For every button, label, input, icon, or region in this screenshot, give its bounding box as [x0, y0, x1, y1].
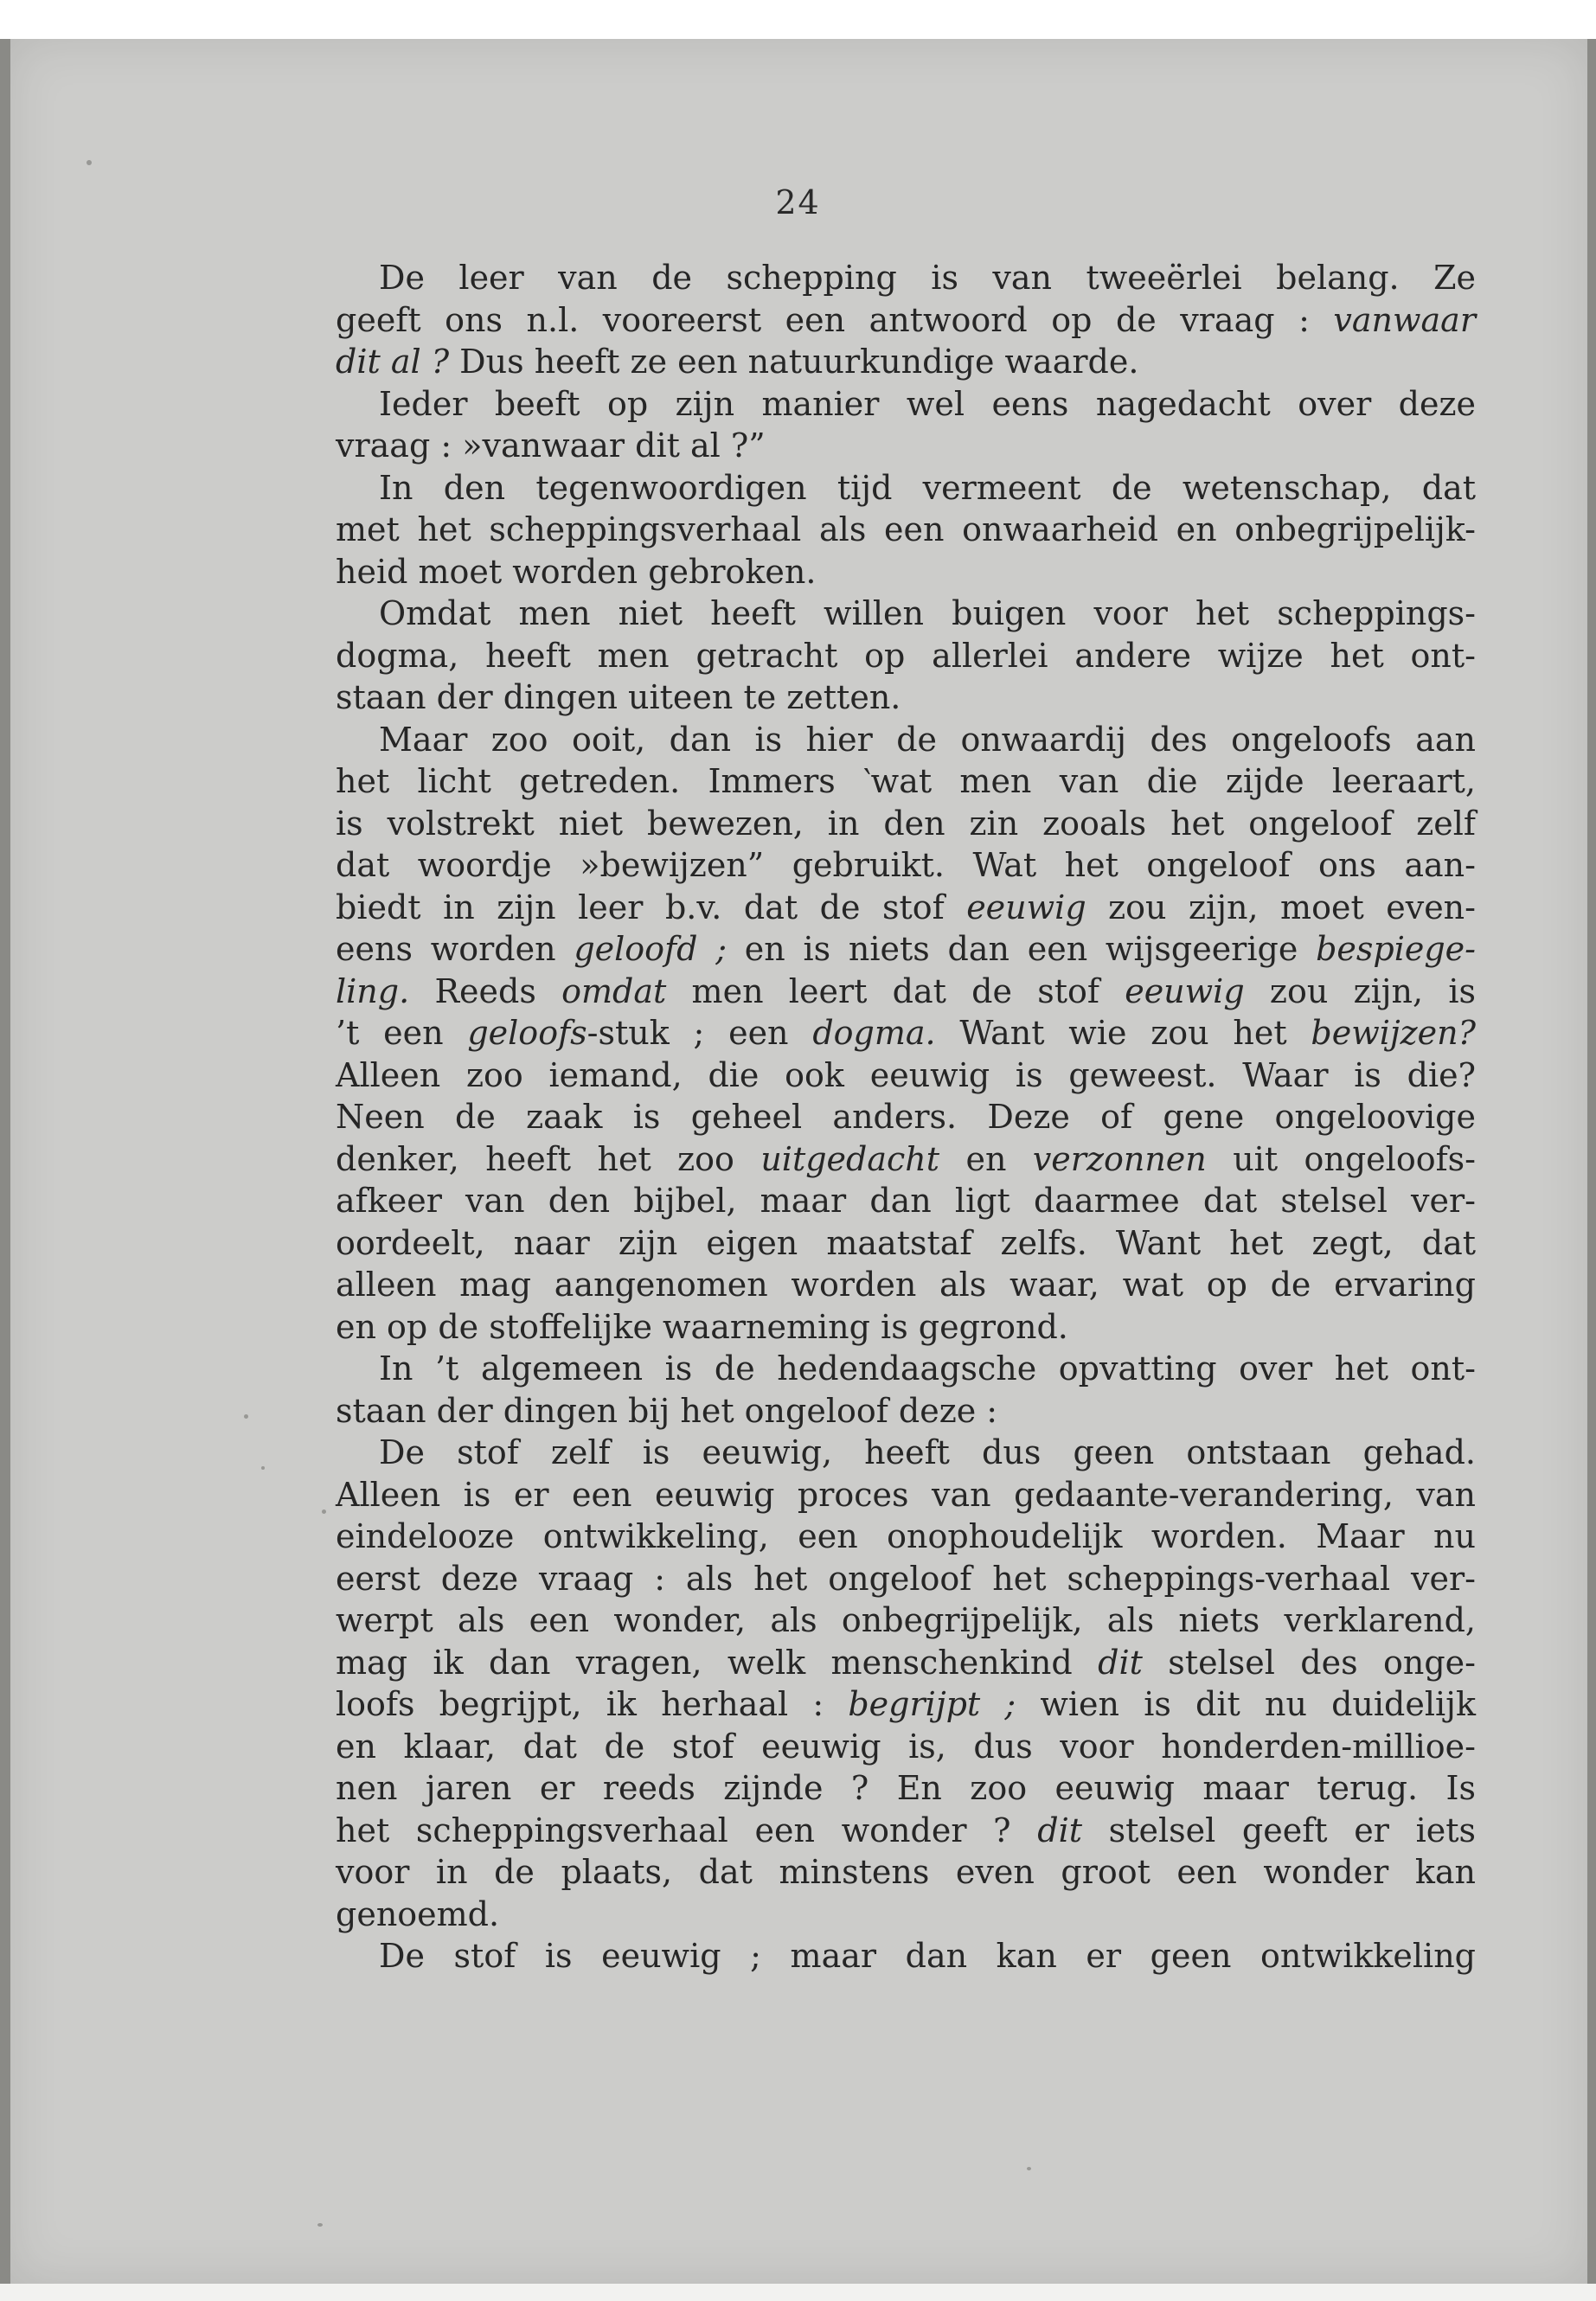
- italic-text: bespiege-: [1316, 930, 1477, 968]
- paper-speck: [322, 1509, 326, 1514]
- text-segment: vraag : »vanwaar dit al ?”: [336, 426, 766, 465]
- text-line: [336, 1810, 1476, 1852]
- text-segment: dat woordje »bewijzen” gebruikt. Wat het ongeloof ons aan-: [336, 846, 1476, 884]
- text-line: [336, 551, 1476, 593]
- text-segment: met het scheppingsverhaal als een onwaarheid en onbegrijpelijk-: [336, 510, 1476, 548]
- text-segment: zou zijn, moet even-: [1086, 888, 1476, 926]
- text-segment: het scheppingsverhaal een wonder ?: [336, 1811, 1038, 1849]
- italic-text: eeuwig: [1125, 971, 1245, 1010]
- paper-speck: [1027, 2167, 1031, 2170]
- text-line: [336, 1390, 1476, 1433]
- text-line: [336, 1096, 1476, 1138]
- text-line: [336, 341, 1476, 383]
- text-line: [336, 299, 1476, 342]
- italic-text: dogma.: [812, 1014, 936, 1052]
- text-segment: nen jaren er reeds zijnde ? En zoo eeuwig maar terug. Is: [336, 1769, 1476, 1807]
- text-line: [336, 383, 1476, 426]
- text-segment: is volstrekt niet bewezen, in den zin zooals het ongeloof zelf: [336, 804, 1476, 843]
- text-segment: uit ongeloofs-: [1206, 1139, 1476, 1178]
- italic-text: dit: [1098, 1643, 1143, 1682]
- text-segment: staan der dingen uiteen te zetten.: [336, 678, 901, 716]
- text-segment: heid moet worden gebroken.: [336, 552, 817, 591]
- text-segment: Neen de zaak is geheel anders. Deze of gene ongeloovige: [336, 1098, 1476, 1136]
- italic-text: eeuwig: [966, 888, 1086, 926]
- text-segment: alleen mag aangenomen worden als waar, wat op de ervaring: [336, 1266, 1476, 1304]
- text-line: [336, 760, 1476, 803]
- italic-text: dit: [1037, 1811, 1082, 1849]
- text-line: [336, 676, 1476, 719]
- text-line: [336, 1222, 1476, 1265]
- text-segment: De leer van de schepping is van tweeërlei belang. Ze: [379, 259, 1476, 297]
- text-line: [336, 1474, 1476, 1516]
- text-segment: genoemd.: [336, 1894, 500, 1933]
- text-segment: en: [939, 1139, 1033, 1178]
- italic-text: uitgedacht: [760, 1139, 940, 1178]
- text-segment: oordeelt, naar zijn eigen maatstaf zelfs. Want het zegt, dat: [336, 1223, 1476, 1262]
- text-segment: eerst deze vraag : als het ongeloof het scheppings-verhaal ver-: [336, 1559, 1476, 1598]
- text-segment: -stuk ; een: [586, 1014, 813, 1052]
- text-line: [336, 887, 1476, 929]
- italic-text: ling.: [336, 971, 410, 1010]
- italic-text: verzonnen: [1032, 1139, 1207, 1178]
- italic-text: begrijpt ;: [848, 1685, 1016, 1723]
- text-line: [336, 1138, 1476, 1181]
- paper-speck: [87, 160, 92, 165]
- text-line: [336, 928, 1476, 971]
- text-line: [336, 1012, 1476, 1054]
- text-line: [336, 1894, 1476, 1936]
- page-number: 24: [775, 183, 821, 221]
- scan-border-bottom: [0, 2284, 1596, 2301]
- text-segment: zou zijn, is: [1244, 971, 1476, 1010]
- text-segment: staan der dingen bij het ongeloof deze :: [336, 1391, 998, 1430]
- text-line: [336, 719, 1476, 761]
- italic-text: vanwaar: [1333, 300, 1476, 339]
- text-segment: Ieder beeft op zijn manier wel eens nagedacht over deze: [379, 384, 1476, 423]
- text-line: [336, 1180, 1476, 1222]
- italic-text: bewijzen?: [1311, 1014, 1477, 1052]
- text-segment: In den tegenwoordigen tijd vermeent de wetenschap, dat: [379, 468, 1476, 507]
- text-line: [336, 1599, 1476, 1642]
- text-segment: afkeer van den bijbel, maar dan ligt daarmee dat stelsel ver-: [336, 1182, 1476, 1220]
- text-segment: Want wie zou het: [935, 1014, 1311, 1052]
- scan-border-top: [0, 0, 1596, 39]
- text-segment: loofs begrijpt, ik herhaal :: [336, 1685, 849, 1723]
- text-segment: biedt in zijn leer b.v. dat de stof: [336, 888, 967, 926]
- text-line: [336, 509, 1476, 551]
- text-line: [336, 1935, 1476, 1977]
- italic-text: geloofd ;: [574, 930, 727, 968]
- text-line: [336, 1306, 1476, 1349]
- text-segment: In ’t algemeen is de hedendaagsche opvatting over het ont-: [379, 1349, 1476, 1388]
- text-line: [336, 1767, 1476, 1810]
- text-segment: en op de stoffelijke waarneming is gegrond.: [336, 1307, 1068, 1346]
- text-segment: geeft ons n.l. vooreerst een antwoord op de vraag :: [336, 300, 1334, 339]
- paper-speck: [261, 1466, 265, 1470]
- body-text: [336, 257, 1476, 1977]
- text-line: [336, 635, 1476, 677]
- text-segment: denker, heeft het zoo: [336, 1139, 761, 1178]
- text-line: [336, 1264, 1476, 1306]
- text-line: [336, 1642, 1476, 1684]
- text-segment: mag ik dan vragen, welk menschenkind: [336, 1643, 1099, 1682]
- text-line: [336, 1516, 1476, 1558]
- text-segment: en is niets dan een wijsgeerige: [727, 930, 1317, 968]
- text-line: [336, 593, 1476, 635]
- text-segment: eindelooze ontwikkeling, een onophoudelijk worden. Maar nu: [336, 1517, 1476, 1555]
- text-segment: werpt als een wonder, als onbegrijpelijk, als niets verklarend,: [336, 1601, 1476, 1639]
- text-segment: ’t een: [336, 1014, 468, 1052]
- text-segment: en klaar, dat de stof eeuwig is, dus voor honderden-millioe-: [336, 1727, 1476, 1766]
- text-line: [336, 1558, 1476, 1600]
- text-segment: Alleen zoo iemand, die ook eeuwig is geweest. Waar is die?: [336, 1055, 1476, 1094]
- text-segment: voor in de plaats, dat minstens even groot een wonder kan: [336, 1853, 1476, 1891]
- text-line: [336, 971, 1476, 1013]
- text-segment: De stof zelf is eeuwig, heeft dus geen ontstaan gehad.: [379, 1433, 1476, 1471]
- text-segment: dogma, heeft men getracht op allerlei andere wijze het ont-: [336, 636, 1476, 675]
- text-segment: Dus heeft ze een natuurkundige waarde.: [449, 343, 1139, 381]
- text-segment: Maar zoo ooit, dan is hier de onwaardij des ongeloofs aan: [379, 720, 1476, 759]
- italic-text: omdat: [561, 971, 667, 1010]
- text-segment: stelsel des onge-: [1142, 1643, 1476, 1682]
- italic-text: geloofs: [467, 1014, 587, 1052]
- text-line: [336, 844, 1476, 887]
- text-segment: Omdat men niet heeft willen buigen voor het scheppings-: [379, 594, 1476, 632]
- text-line: [336, 1348, 1476, 1390]
- paper-speck: [244, 1414, 248, 1419]
- text-line: [336, 425, 1476, 467]
- text-segment: wien is dit nu duidelijk: [1016, 1685, 1476, 1723]
- text-line: [336, 1683, 1476, 1726]
- text-segment: stelsel geeft er iets: [1082, 1811, 1476, 1849]
- paper-speck: [317, 2223, 323, 2227]
- text-line: [336, 467, 1476, 510]
- text-line: [336, 1432, 1476, 1474]
- italic-text: dit al ?: [336, 343, 450, 381]
- text-segment: men leert dat de stof: [666, 971, 1125, 1010]
- text-line: [336, 1851, 1476, 1894]
- text-line: [336, 257, 1476, 299]
- text-segment: het licht getreden. Immers ‵wat men van die zijde leeraart,: [336, 762, 1476, 800]
- text-line: [336, 1054, 1476, 1097]
- text-segment: eens worden: [336, 930, 574, 968]
- text-segment: Alleen is er een eeuwig proces van gedaante-verandering, van: [336, 1475, 1476, 1514]
- text-segment: Reeds: [409, 971, 562, 1010]
- text-line: [336, 803, 1476, 845]
- text-line: [336, 1726, 1476, 1768]
- text-segment: De stof is eeuwig ; maar dan kan er geen ontwikkeling: [379, 1937, 1476, 1975]
